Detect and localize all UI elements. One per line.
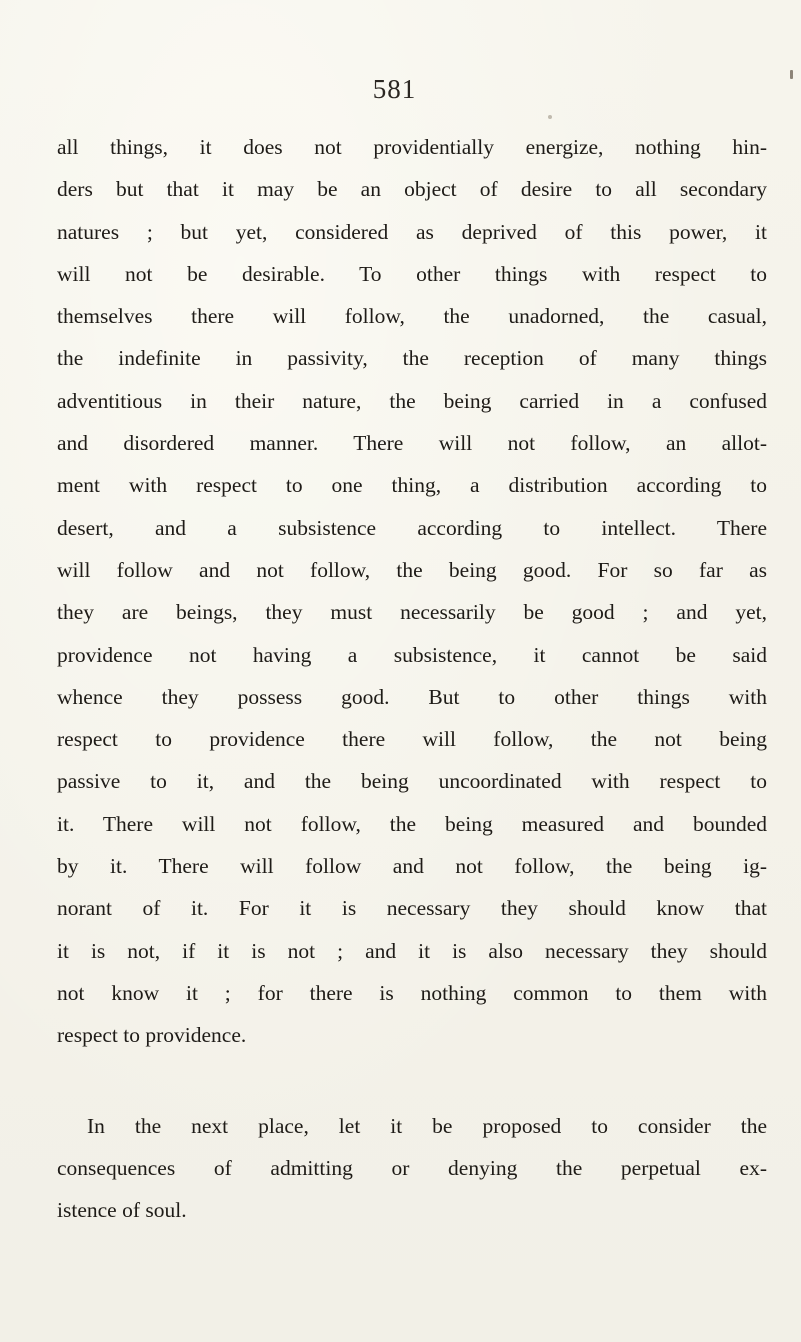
text-line: natures ; but yet, considered as deprived of this power, it: [57, 219, 767, 244]
text-line: ders but that it may be an object of desire to all secondary: [57, 177, 767, 202]
paragraph-gap: [57, 1057, 767, 1105]
text-line: providence not having a subsistence, it cannot be said: [57, 642, 767, 667]
text-line: istence of soul.: [57, 1198, 187, 1223]
text-line: whence they possess good. But to other things with: [57, 684, 767, 709]
text-line: and disordered manner. There will not follow, an allot-: [57, 431, 767, 456]
text-line: themselves there will follow, the unadorned, the casual,: [57, 304, 767, 329]
text-line: all things, it does not providentially energize, nothing hin-: [57, 135, 767, 159]
paragraph-2: [57, 1105, 767, 1232]
text-line: respect to providence there will follow, the not being: [57, 727, 767, 752]
text-line: respect to providence.: [57, 1023, 247, 1048]
text-line: desert, and a subsistence according to intellect. There: [57, 515, 767, 540]
text-line: In the next place, let it be proposed to consider the: [87, 1113, 767, 1138]
text-line: adventitious in their nature, the being carried in a confused: [57, 388, 767, 413]
text-line: will follow and not follow, the being good. For so far as: [57, 557, 767, 582]
text-line: will not be desirable. To other things with respect to: [57, 261, 767, 286]
body-text: [57, 126, 767, 1231]
text-line: it is not, if it is not ; and it is also necessary they should: [57, 938, 767, 963]
text-line: passive to it, and the being uncoordinated with respect to: [57, 769, 767, 794]
paper-speck: [548, 115, 552, 119]
page-number: [0, 74, 801, 105]
text-line: norant of it. For it is necessary they should know that: [57, 896, 767, 921]
text-line: not know it ; for there is nothing common to them with: [57, 980, 767, 1005]
text-line: they are beings, they must necessarily be good ; and yet,: [57, 600, 767, 625]
text-line: consequences of admitting or denying the perpetual ex-: [57, 1155, 767, 1180]
text-line: the indefinite in passivity, the reception of many things: [57, 346, 767, 371]
text-line: ment with respect to one thing, a distribution according to: [57, 473, 767, 498]
page-number-text: 581: [372, 74, 417, 104]
paragraph-1: [57, 126, 767, 1057]
text-line: it. There will not follow, the being measured and bounded: [57, 811, 767, 836]
text-line: by it. There will follow and not follow, the being ig-: [57, 854, 767, 879]
